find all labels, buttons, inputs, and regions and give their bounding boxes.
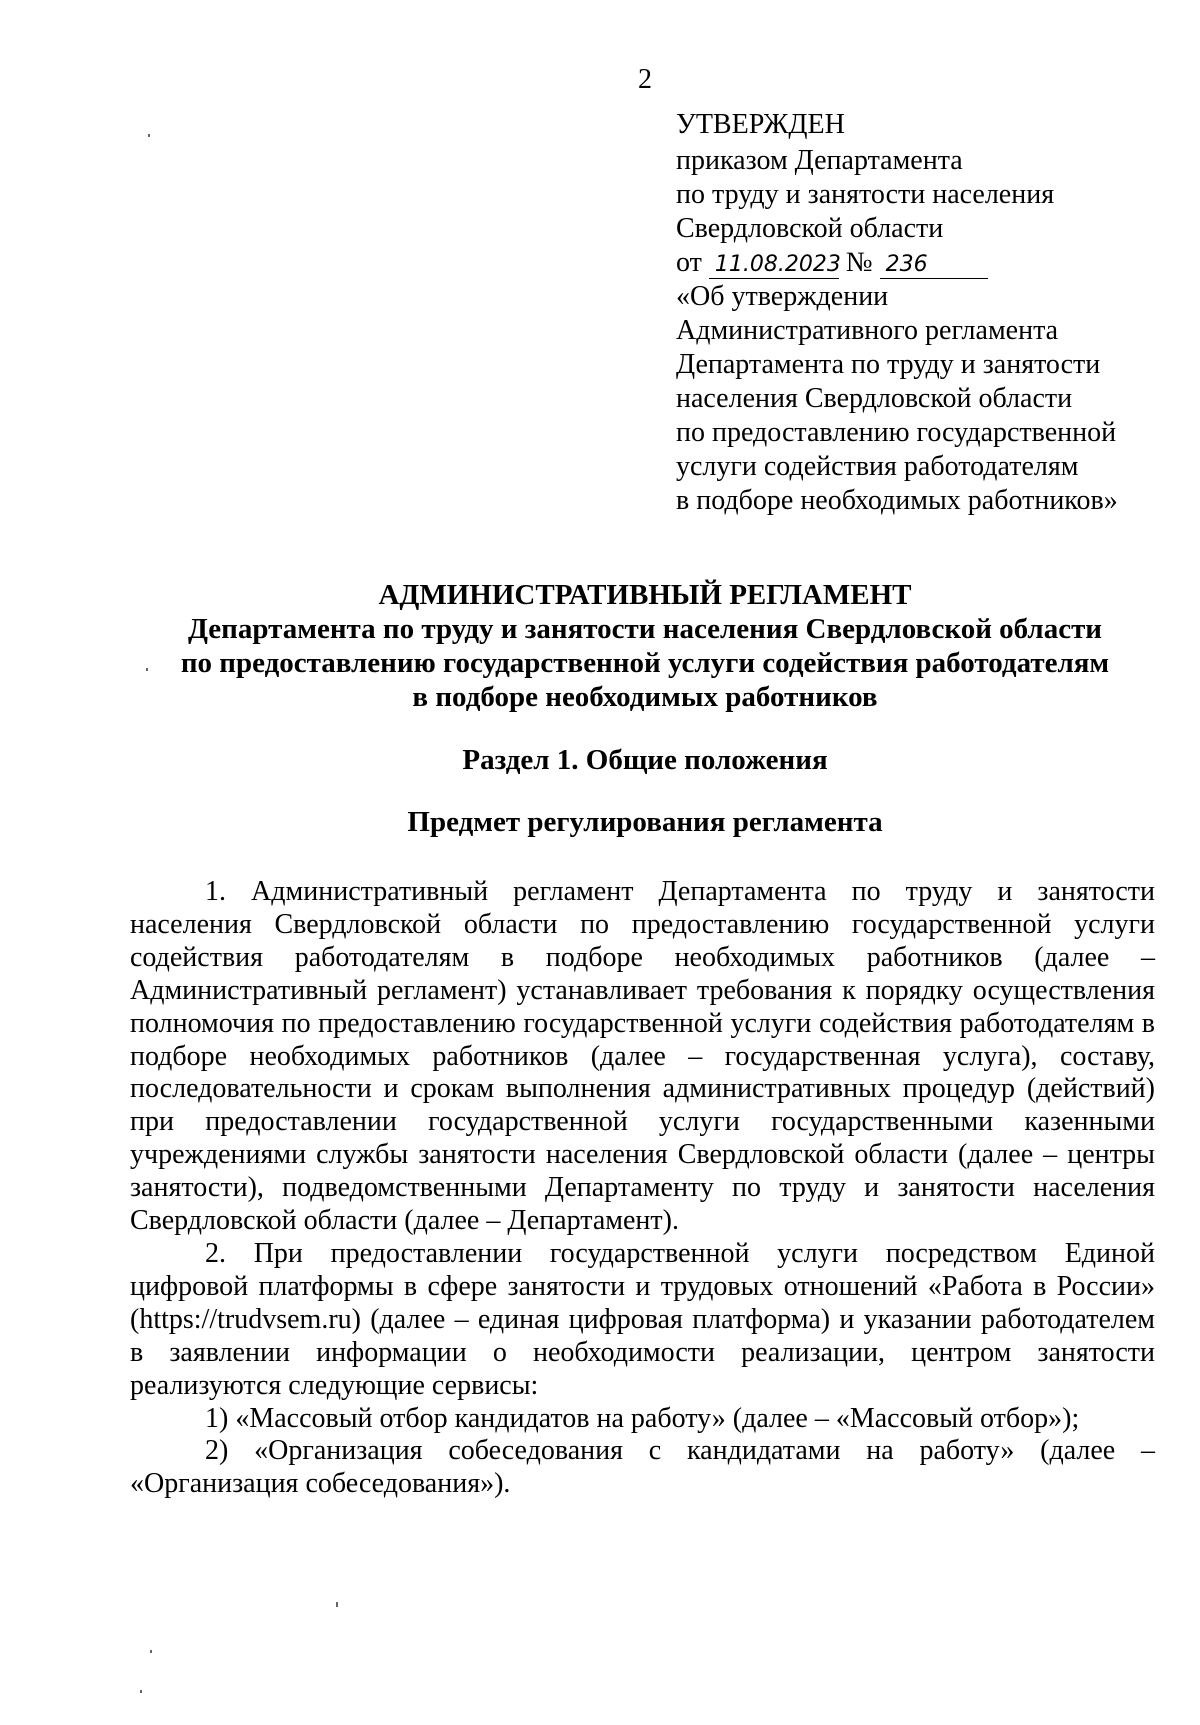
scan-speck: [148, 134, 150, 137]
approval-date-number-line: [676, 246, 1156, 280]
document-title-line: в подборе необходимых работников: [412, 681, 878, 713]
approval-subject-line: «Об утверждении: [676, 281, 889, 312]
scan-speck: [150, 1650, 152, 1653]
document-title: [130, 578, 1160, 714]
subsection-heading: Предмет регулирования регламента: [407, 806, 883, 838]
paragraph: 1. Административный регламент Департамента по труду и занятости населения Свердловской области по предоставлению государственной услуги содействия работодателям в подборе необходимых работников (далее – Административный регламент) устанавливает требования к порядку осуществления полномочия по предоставлению государственной услуги содействия работодателям в подборе необходимых работников (далее – государственная услуга), составу, последовательности и срокам выполнения административных процедур (действий) при предоставлении государственной услуги государственными казенными учреждениями службы занятости населения Свердловской области (далее – центры занятости), подведомственными Департаменту по труду и занятости населения Свердловской области (далее – Департамент).: [130, 876, 1155, 1237]
handwritten-date: 11.08.2023: [709, 252, 839, 279]
approval-subject-line: Административного регламента: [676, 315, 1059, 346]
body-text: [130, 876, 1155, 1501]
list-item: 1) «Массовый отбор кандидатов на работу» (далее – «Массовый отбор»);: [205, 1402, 1080, 1434]
approval-subject-line: населения Свердловской области: [676, 383, 1073, 414]
scan-speck: [146, 668, 148, 671]
approval-title: УТВЕРЖДЕН: [676, 109, 845, 140]
approval-subject-line: по предоставлению государственной: [676, 417, 1117, 448]
scan-speck: [140, 1690, 142, 1693]
approval-line: по труду и занятости населения: [676, 179, 1055, 210]
date-prefix: от: [676, 247, 702, 278]
section-heading: Раздел 1. Общие положения: [462, 744, 828, 776]
list-item: 2) «Организация собеседования с кандидатами на работу» (далее – «Организация собеседования»).: [130, 1435, 1155, 1500]
approval-stamp-block: [676, 108, 1156, 518]
number-sign: №: [845, 247, 873, 278]
approval-line: приказом Департамента: [676, 145, 963, 176]
approval-subject-line: услуги содействия работодателям: [676, 451, 1079, 482]
approval-subject-line: Департамента по труду и занятости: [676, 349, 1101, 380]
document-title-line: Департамента по труду и занятости населения Свердловской области: [187, 613, 1103, 645]
document-title-line: по предоставлению государственной услуги содействия работодателям: [180, 647, 1110, 679]
handwritten-number: 236: [880, 252, 988, 279]
approval-line: Свердловской области: [676, 213, 944, 244]
approval-subject-line: в подборе необходимых работников»: [676, 485, 1118, 516]
scan-speck: [336, 1602, 338, 1607]
paragraph: 2. При предоставлении государственной услуги посредством Единой цифровой платформы в сфере занятости и трудовых отношений «Работа в России» (https://trudvsem.ru) (далее – единая цифровая платформа) и указании работодателем в заявлении информации о необходимости реализации, центром занятости реализуются следующие сервисы:: [130, 1237, 1155, 1401]
document-title-main: АДМИНИСТРАТИВНЫЙ РЕГЛАМЕНТ: [378, 579, 912, 611]
page-number: 2: [638, 64, 652, 95]
